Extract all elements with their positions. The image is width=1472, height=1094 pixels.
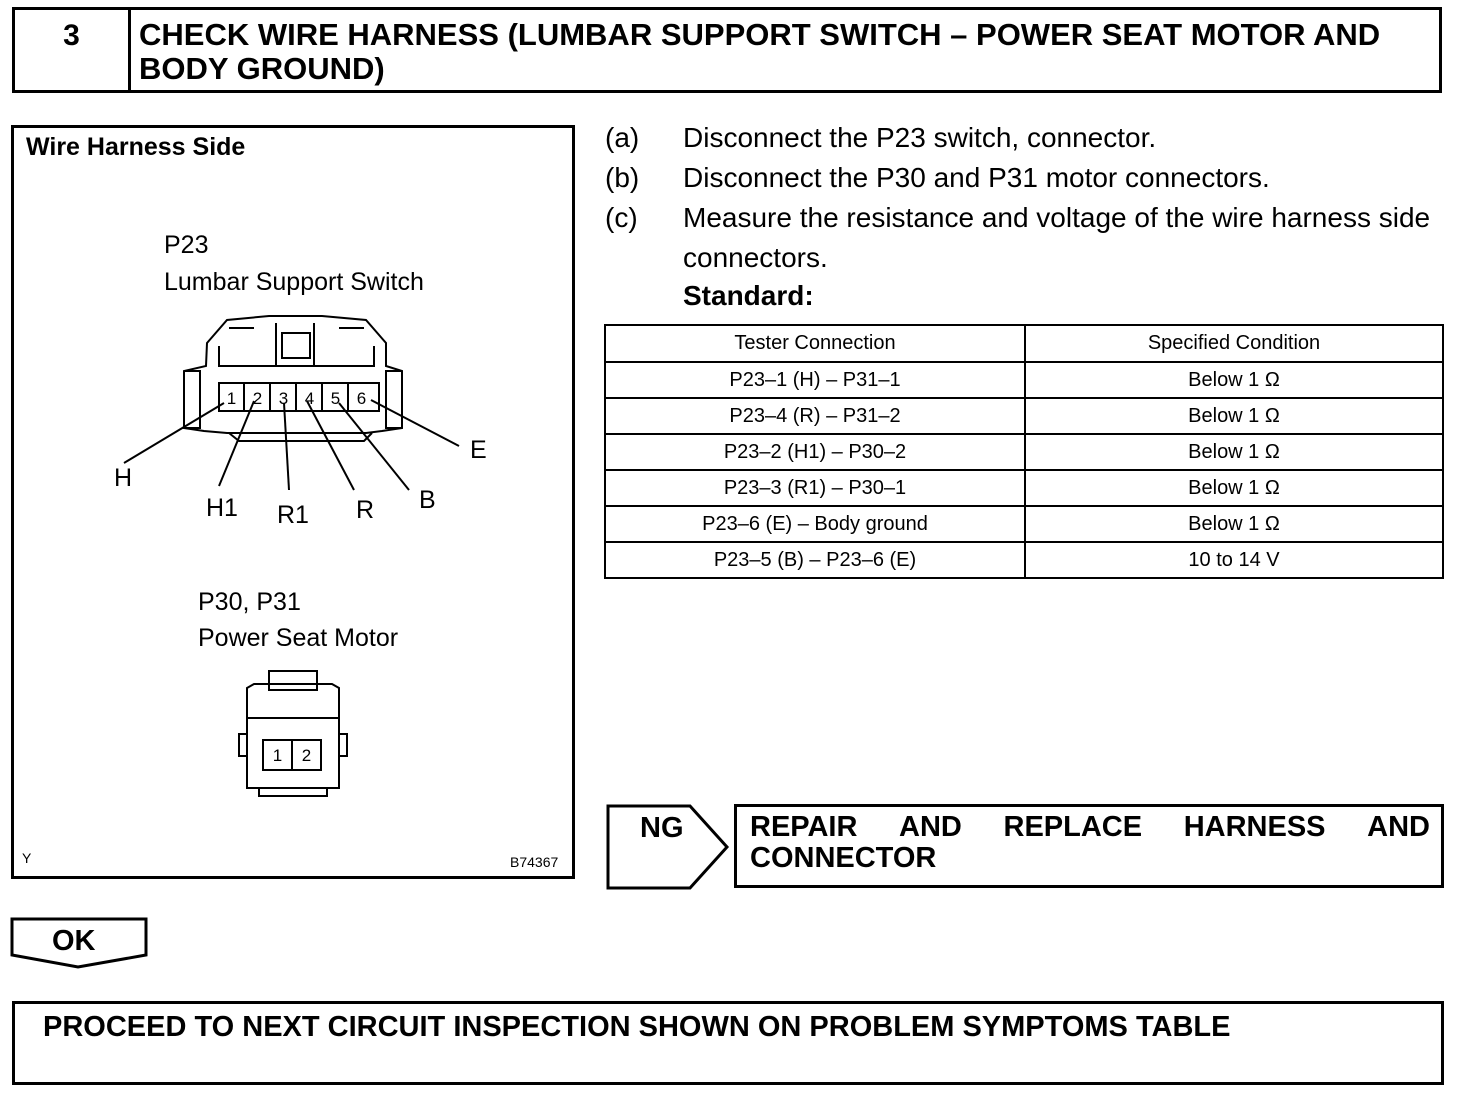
step-a-text: Disconnect the P23 switch, connector. xyxy=(683,122,1157,153)
p23-top-inner xyxy=(219,346,374,366)
p23-name: Lumbar Support Switch xyxy=(164,268,424,296)
wire-label-h: H xyxy=(114,464,133,492)
ng-result-text xyxy=(750,812,1430,874)
wire-label-b: B xyxy=(419,486,436,514)
figure-id: B74367 xyxy=(510,854,559,870)
motor-pin-number: 2 xyxy=(301,746,312,765)
table-row xyxy=(605,398,1443,434)
p23-pin-number: 4 xyxy=(304,389,315,408)
tester-connection: P23–3 (R1) – P30–1 xyxy=(605,470,1025,506)
ng-word: AND xyxy=(1367,811,1430,843)
ng-word: AND xyxy=(899,811,962,843)
motor-right-tab xyxy=(339,734,347,756)
table-row xyxy=(605,362,1443,398)
ng-word: REPAIR xyxy=(750,811,858,843)
table-header: Specified Condition xyxy=(1025,325,1443,362)
ng-result-line1 xyxy=(750,812,1430,843)
specified-condition: Below 1 Ω xyxy=(1025,434,1443,470)
ng-result-line2: CONNECTOR xyxy=(750,842,937,874)
step-c-key: (c) xyxy=(605,202,638,233)
table-row xyxy=(605,506,1443,542)
proceed-box xyxy=(12,1001,1444,1085)
wire-label-e: E xyxy=(470,436,487,464)
motor-bottom-lip xyxy=(259,788,327,796)
tester-connection: P23–5 (B) – P23–6 (E) xyxy=(605,542,1025,578)
step-b-text: Disconnect the P30 and P31 motor connectors. xyxy=(683,162,1270,193)
leader-b xyxy=(339,403,409,490)
p23-pin-number: 2 xyxy=(252,389,263,408)
ng-label: NG xyxy=(640,812,684,844)
p23-pin-number: 6 xyxy=(356,389,367,408)
specified-condition: Below 1 Ω xyxy=(1025,506,1443,542)
step-c-text: Measure the resistance and voltage of the wire harness side connectors. xyxy=(683,202,1431,273)
leader-h1 xyxy=(219,401,254,486)
step-b-key: (b) xyxy=(605,162,640,193)
table-row xyxy=(605,434,1443,470)
p23-code: P23 xyxy=(164,231,209,259)
motor-pin-number: 1 xyxy=(272,746,283,765)
step-a-key: (a) xyxy=(605,122,640,153)
tester-connection: P23–4 (R) – P31–2 xyxy=(605,398,1025,434)
table-row xyxy=(605,470,1443,506)
ng-word: HARNESS xyxy=(1183,811,1326,843)
tester-connection: P23–1 (H) – P31–1 xyxy=(605,362,1025,398)
p23-pin-number: 5 xyxy=(330,389,341,408)
step-header xyxy=(12,7,1442,93)
proceed-text: PROCEED TO NEXT CIRCUIT INSPECTION SHOWN ON PROBLEM SYMPTOMS TABLE xyxy=(43,1011,1231,1043)
motor-name: Power Seat Motor xyxy=(198,624,399,652)
specified-condition: 10 to 14 V xyxy=(1025,542,1443,578)
figure-title: Wire Harness Side xyxy=(26,133,246,161)
p23-center-latch xyxy=(276,323,314,366)
leader-h xyxy=(124,403,224,463)
table-header-row xyxy=(605,325,1443,362)
motor-code: P30, P31 xyxy=(198,588,301,616)
ng-word: REPLACE xyxy=(1003,811,1143,843)
wire-label-r: R xyxy=(356,496,375,524)
tester-connection: P23–2 (H1) – P30–2 xyxy=(605,434,1025,470)
p23-right-latch xyxy=(386,371,402,428)
leader-e xyxy=(371,400,459,446)
p23-bottom-lip xyxy=(229,433,372,441)
ok-label: OK xyxy=(52,925,96,957)
table-row xyxy=(605,542,1443,578)
step-title: CHECK WIRE HARNESS (LUMBAR SUPPORT SWITCH – POWER SEAT MOTOR AND BODY GROUND) xyxy=(139,17,1381,86)
specified-condition: Below 1 Ω xyxy=(1025,362,1443,398)
table-header: Tester Connection xyxy=(605,325,1025,362)
p23-pin-number: 1 xyxy=(226,389,237,408)
step-number: 3 xyxy=(15,10,131,90)
wire-harness-figure xyxy=(11,125,575,879)
corner-mark: Y xyxy=(22,850,32,866)
leader-r1 xyxy=(284,403,289,490)
specified-condition: Below 1 Ω xyxy=(1025,398,1443,434)
tester-connection: P23–6 (E) – Body ground xyxy=(605,506,1025,542)
motor-connector-top xyxy=(269,671,317,690)
specified-condition: Below 1 Ω xyxy=(1025,470,1443,506)
wire-label-r1: R1 xyxy=(277,501,309,529)
spec-table xyxy=(604,324,1444,579)
p23-pin-number: 3 xyxy=(278,389,289,408)
wire-label-h1: H1 xyxy=(206,494,238,522)
standard-label: Standard: xyxy=(683,280,814,311)
motor-left-tab xyxy=(239,734,247,756)
